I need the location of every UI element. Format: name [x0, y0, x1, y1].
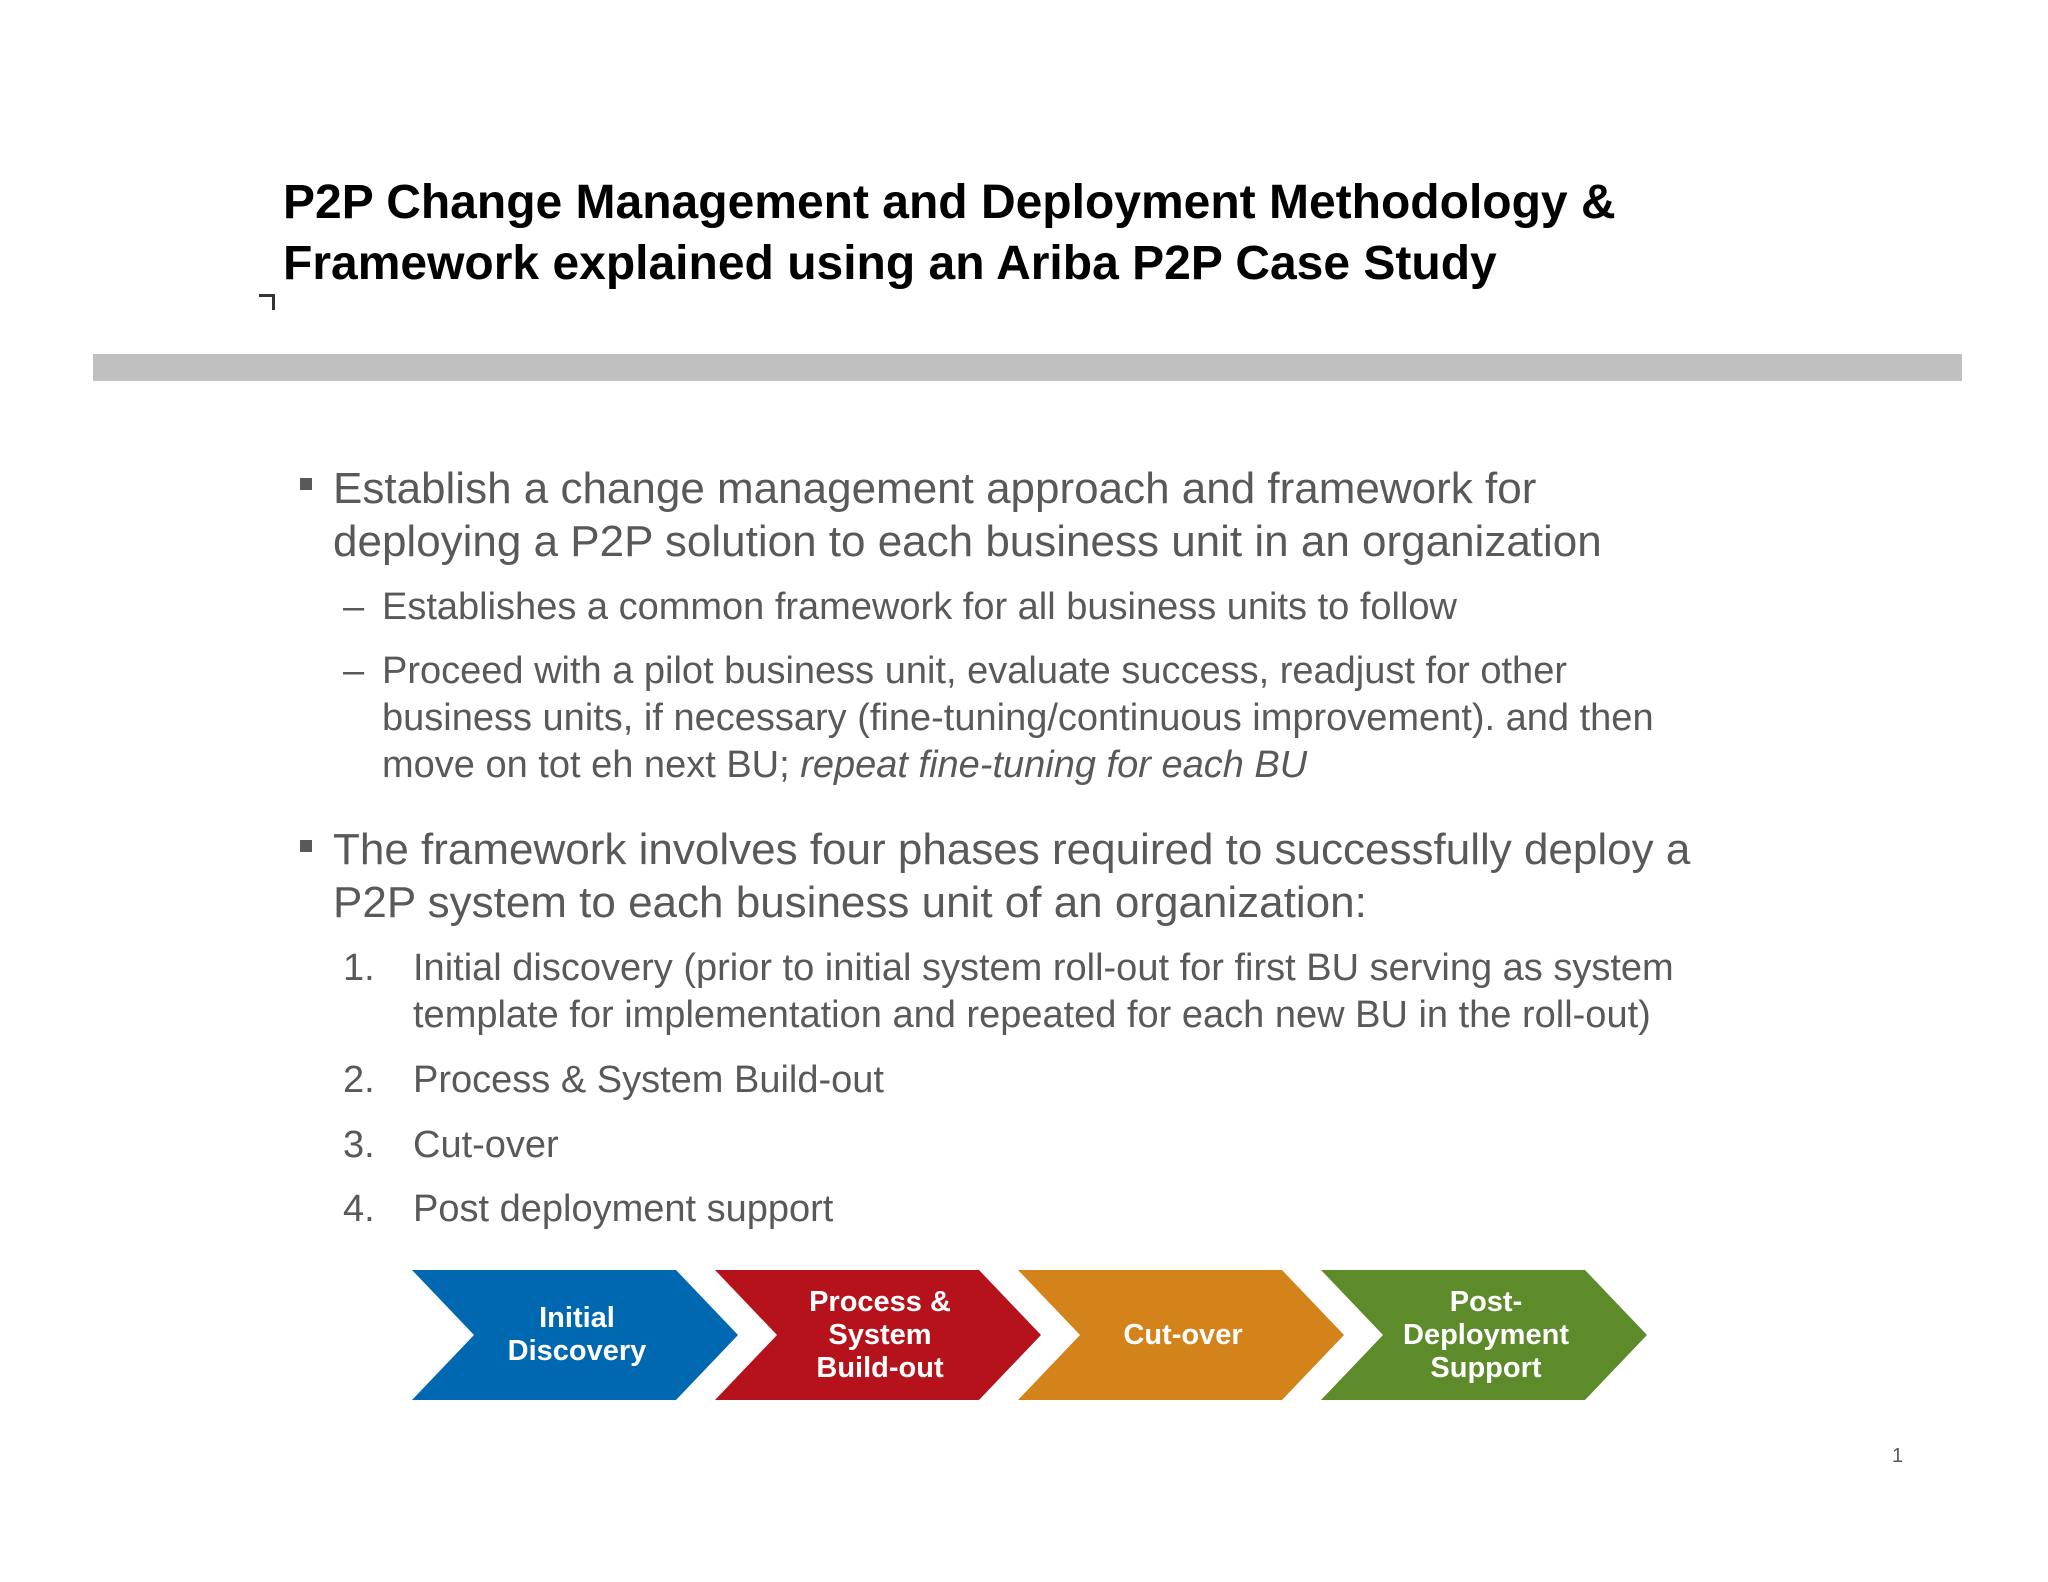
phase-label-build-out	[760, 1270, 1000, 1400]
number-marker: 2.	[343, 1059, 375, 1101]
bullet-line: P2P system to each business unit of an organization:	[333, 878, 1367, 927]
bullet-line: The framework involves four phases required to successfully deploy a	[333, 825, 1691, 874]
slide-title-line: Framework explained using an Ariba P2P Case Study	[283, 237, 1497, 290]
numbered-item-line: template for implementation and repeated for each new BU in the roll-out)	[413, 994, 1651, 1036]
phase-label-line: Initial	[539, 1302, 615, 1334]
bullet-line: Establish a change management approach and framework for	[333, 464, 1537, 513]
numbered-item-line: Post deployment support	[413, 1188, 834, 1230]
phase-label-line: Build-out	[816, 1351, 944, 1384]
slide-title-line: P2P Change Management and Deployment Methodology &	[283, 176, 1616, 229]
number-marker: 3.	[343, 1124, 375, 1166]
sub-item-line: Proceed with a pilot business unit, evaluate success, readjust for other	[382, 650, 1567, 692]
number-marker: 1.	[343, 947, 375, 989]
numbered-item-line: Initial discovery (prior to initial system roll-out for first BU serving as system	[413, 947, 1674, 989]
page-number: 1	[1892, 1445, 1904, 1467]
phase-label-line: Process &	[809, 1285, 951, 1318]
phase-label-line: Deployment	[1403, 1318, 1569, 1351]
dash-marker: –	[343, 650, 365, 692]
phase-label-initial-discovery	[457, 1270, 697, 1400]
sub-item-emphasis: repeat fine-tuning for each BU	[800, 744, 1308, 786]
phase-label-line: Support	[1430, 1351, 1542, 1384]
bullet-line: deploying a P2P solution to each business unit in an organization	[333, 517, 1602, 566]
phase-label-cut-over	[1063, 1270, 1303, 1400]
phase-label-line: Post-	[1449, 1285, 1523, 1318]
sub-item-line: business units, if necessary (fine-tuning/continuous improvement). and then	[382, 697, 1654, 739]
phase-label-line: System	[828, 1318, 932, 1351]
phase-label-post-deployment	[1366, 1270, 1606, 1400]
numbered-item-line: Cut-over	[413, 1124, 559, 1166]
numbered-item-line: Process & System Build-out	[413, 1059, 884, 1101]
phase-label-line: Discovery	[507, 1335, 647, 1367]
sub-item-line: Establishes a common framework for all business units to follow	[382, 586, 1458, 628]
phase-label-line: Cut-over	[1123, 1318, 1243, 1351]
sub-item-text: move on tot eh next BU;	[382, 744, 801, 786]
dash-marker: –	[343, 586, 365, 628]
number-marker: 4.	[343, 1188, 375, 1230]
